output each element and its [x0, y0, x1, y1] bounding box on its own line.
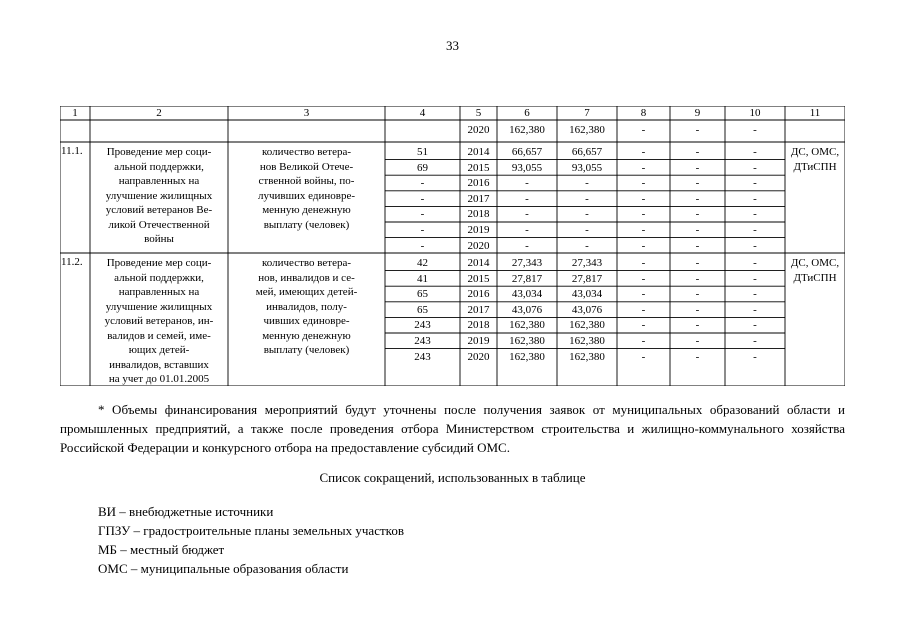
- data-cell: 162,380: [509, 350, 545, 363]
- data-cell: -: [695, 224, 700, 236]
- data-cell: -: [695, 272, 700, 285]
- data-cell: 162,380: [569, 350, 605, 363]
- data-cell: -: [641, 288, 646, 301]
- data-cell: -: [585, 208, 589, 221]
- continuation-cell: -: [695, 124, 700, 136]
- continuation-cell: -: [753, 124, 757, 136]
- data-cell: -: [753, 257, 757, 269]
- data-cell: 162,380: [509, 335, 545, 347]
- footnote: * Объемы финансирования мероприятий будут уточнены после получения заявок от муниципальных образований области и промышленных предприятий, а также после проведения отбора Министерством строительства и жилищно-коммунального хозяйства Российской Федерации и конкурсного отбора на предоставление субсидий ОМС.: [60, 402, 845, 455]
- indicator-text: количество ветера- нов Великой Отече- ственной войны, по- лучивших единовре- менную денежную выплату (человек): [257, 146, 356, 231]
- data-cell: 27,343: [511, 257, 543, 269]
- data-cell: -: [695, 335, 700, 347]
- data-cell: 51: [417, 146, 428, 158]
- continuation-cell: -: [641, 124, 646, 136]
- data-cell: 93,055: [571, 161, 603, 174]
- data-cell: 2015: [467, 161, 490, 174]
- data-cell: 2015: [467, 272, 490, 285]
- header-cell: 4: [419, 107, 426, 119]
- header-cell: 3: [303, 107, 310, 119]
- executor-text: ДС, ОМС, ДТиСПН: [790, 146, 840, 173]
- data-cell: 2018: [467, 208, 490, 221]
- data-cell: 2016: [467, 288, 490, 301]
- data-cell: -: [695, 319, 700, 332]
- data-cell: 65: [417, 303, 428, 316]
- abbreviations-title: Список сокращений, использованных в таблице: [319, 470, 586, 485]
- data-cell: 2016: [467, 177, 490, 190]
- data-cell: 43,034: [571, 288, 603, 301]
- data-cell: -: [641, 272, 646, 285]
- data-cell: 2019: [467, 224, 490, 236]
- data-cell: -: [695, 350, 700, 363]
- page-number: 33: [446, 38, 459, 53]
- data-cell: -: [753, 288, 757, 301]
- header-cell: 5: [475, 107, 482, 119]
- data-cell: -: [753, 208, 757, 221]
- data-cell: 162,380: [569, 335, 605, 347]
- data-cell: -: [753, 177, 757, 190]
- data-cell: 243: [414, 319, 431, 332]
- data-cell: -: [641, 146, 646, 158]
- data-cell: -: [585, 239, 589, 252]
- data-cell: -: [525, 177, 529, 190]
- data-cell: 69: [417, 161, 428, 174]
- data-cell: -: [753, 146, 757, 158]
- data-cell: -: [753, 303, 757, 316]
- data-cell: 27,817: [511, 272, 543, 285]
- data-cell: -: [641, 319, 646, 332]
- data-cell: -: [695, 208, 700, 221]
- header-cell: 7: [584, 107, 590, 119]
- data-cell: -: [641, 224, 646, 236]
- data-cell: -: [695, 161, 700, 174]
- header-cell: 10: [749, 107, 761, 119]
- header-cell: 11: [809, 107, 821, 119]
- row-number: 11.2.: [61, 256, 83, 268]
- data-cell: -: [525, 192, 529, 205]
- data-cell: 2019: [467, 335, 490, 347]
- data-cell: -: [525, 208, 529, 221]
- data-cell: -: [641, 192, 646, 205]
- data-cell: -: [420, 192, 425, 205]
- abbreviation-item: ВИ – внебюджетные источники: [98, 504, 274, 519]
- data-cell: 42: [417, 257, 428, 269]
- data-cell: -: [695, 288, 700, 301]
- header-cell: 6: [524, 107, 530, 119]
- data-cell: -: [753, 350, 757, 363]
- data-cell: -: [641, 161, 646, 174]
- row-number: 11.1.: [61, 145, 83, 157]
- continuation-cell: 162,380: [509, 124, 545, 136]
- data-cell: -: [753, 272, 757, 285]
- data-cell: -: [753, 192, 757, 205]
- data-cell: -: [753, 224, 757, 236]
- data-cell: -: [420, 239, 425, 252]
- data-cell: 243: [414, 350, 431, 363]
- data-cell: -: [525, 239, 529, 252]
- executor-text: ДС, ОМС, ДТиСПН: [790, 257, 840, 284]
- data-cell: -: [695, 257, 700, 269]
- abbreviation-item: МБ – местный бюджет: [98, 542, 225, 557]
- data-cell: -: [641, 208, 646, 221]
- data-cell: -: [641, 303, 646, 316]
- data-cell: 2017: [467, 303, 490, 316]
- data-cell: -: [695, 192, 700, 205]
- measure-text: Проведение мер соци- альной поддержки, направленных на улучшение жилищных условий ветеранов Ве- ликой Отечественной войны: [105, 146, 213, 245]
- abbreviation-item: ОМС – муниципальные образования области: [98, 561, 349, 576]
- data-cell: 93,055: [511, 161, 543, 174]
- data-cell: 43,034: [511, 288, 543, 301]
- data-cell: -: [695, 303, 700, 316]
- data-cell: 65: [417, 288, 428, 301]
- data-cell: 2018: [467, 319, 490, 332]
- data-cell: 43,076: [511, 303, 543, 316]
- data-cell: -: [641, 257, 646, 269]
- data-cell: 43,076: [571, 303, 603, 316]
- data-cell: 2014: [467, 146, 490, 158]
- data-cell: 27,817: [571, 272, 603, 285]
- data-cell: -: [753, 161, 757, 174]
- data-cell: 66,657: [571, 146, 603, 158]
- abbreviation-item: ГПЗУ – градостроительные планы земельных участков: [98, 523, 404, 538]
- data-cell: 27,343: [571, 257, 603, 269]
- data-cell: 41: [417, 272, 428, 285]
- data-cell: 2020: [467, 239, 490, 252]
- data-cell: -: [585, 177, 589, 190]
- data-cell: -: [695, 239, 700, 252]
- data-cell: 162,380: [569, 319, 605, 332]
- continuation-cell: 2020: [467, 124, 490, 136]
- indicator-text: количество ветера- нов, инвалидов и се- мей, имеющих детей- инвалидов, полу- чивших единовре- менную денежную выплату (человек): [255, 257, 358, 356]
- abbreviations-list: [98, 502, 404, 578]
- data-cell: -: [641, 350, 646, 363]
- data-cell: 162,380: [509, 319, 545, 332]
- data-cell: -: [753, 239, 757, 252]
- data-cell: -: [585, 224, 589, 236]
- data-cell: 243: [414, 335, 431, 347]
- data-cell: -: [420, 208, 425, 221]
- data-cell: -: [641, 335, 646, 347]
- header-cell: 1: [72, 107, 78, 119]
- header-cell: 2: [156, 107, 162, 119]
- data-cell: 66,657: [511, 146, 543, 158]
- data-cell: -: [525, 224, 529, 236]
- data-cell: 2014: [467, 257, 490, 269]
- data-cell: 2020: [467, 350, 490, 363]
- measure-text: Проведение мер соци- альной поддержки, направленных на улучшение жилищных условий ветеранов, ин- валидов и семей, име- ющих детей- инвалидов, вставших на учет до 01.01.2005: [104, 257, 214, 385]
- data-cell: 2017: [467, 192, 490, 205]
- data-cell: -: [753, 319, 757, 332]
- data-cell: -: [641, 239, 646, 252]
- header-cell: 8: [640, 107, 647, 119]
- data-cell: -: [695, 177, 700, 190]
- data-cell: -: [695, 146, 700, 158]
- header-cell: 9: [694, 107, 701, 119]
- data-cell: -: [420, 224, 425, 236]
- data-cell: -: [585, 192, 589, 205]
- data-cell: -: [641, 177, 646, 190]
- continuation-cell: 162,380: [569, 124, 605, 136]
- data-cell: -: [753, 335, 757, 347]
- data-cell: -: [420, 177, 425, 190]
